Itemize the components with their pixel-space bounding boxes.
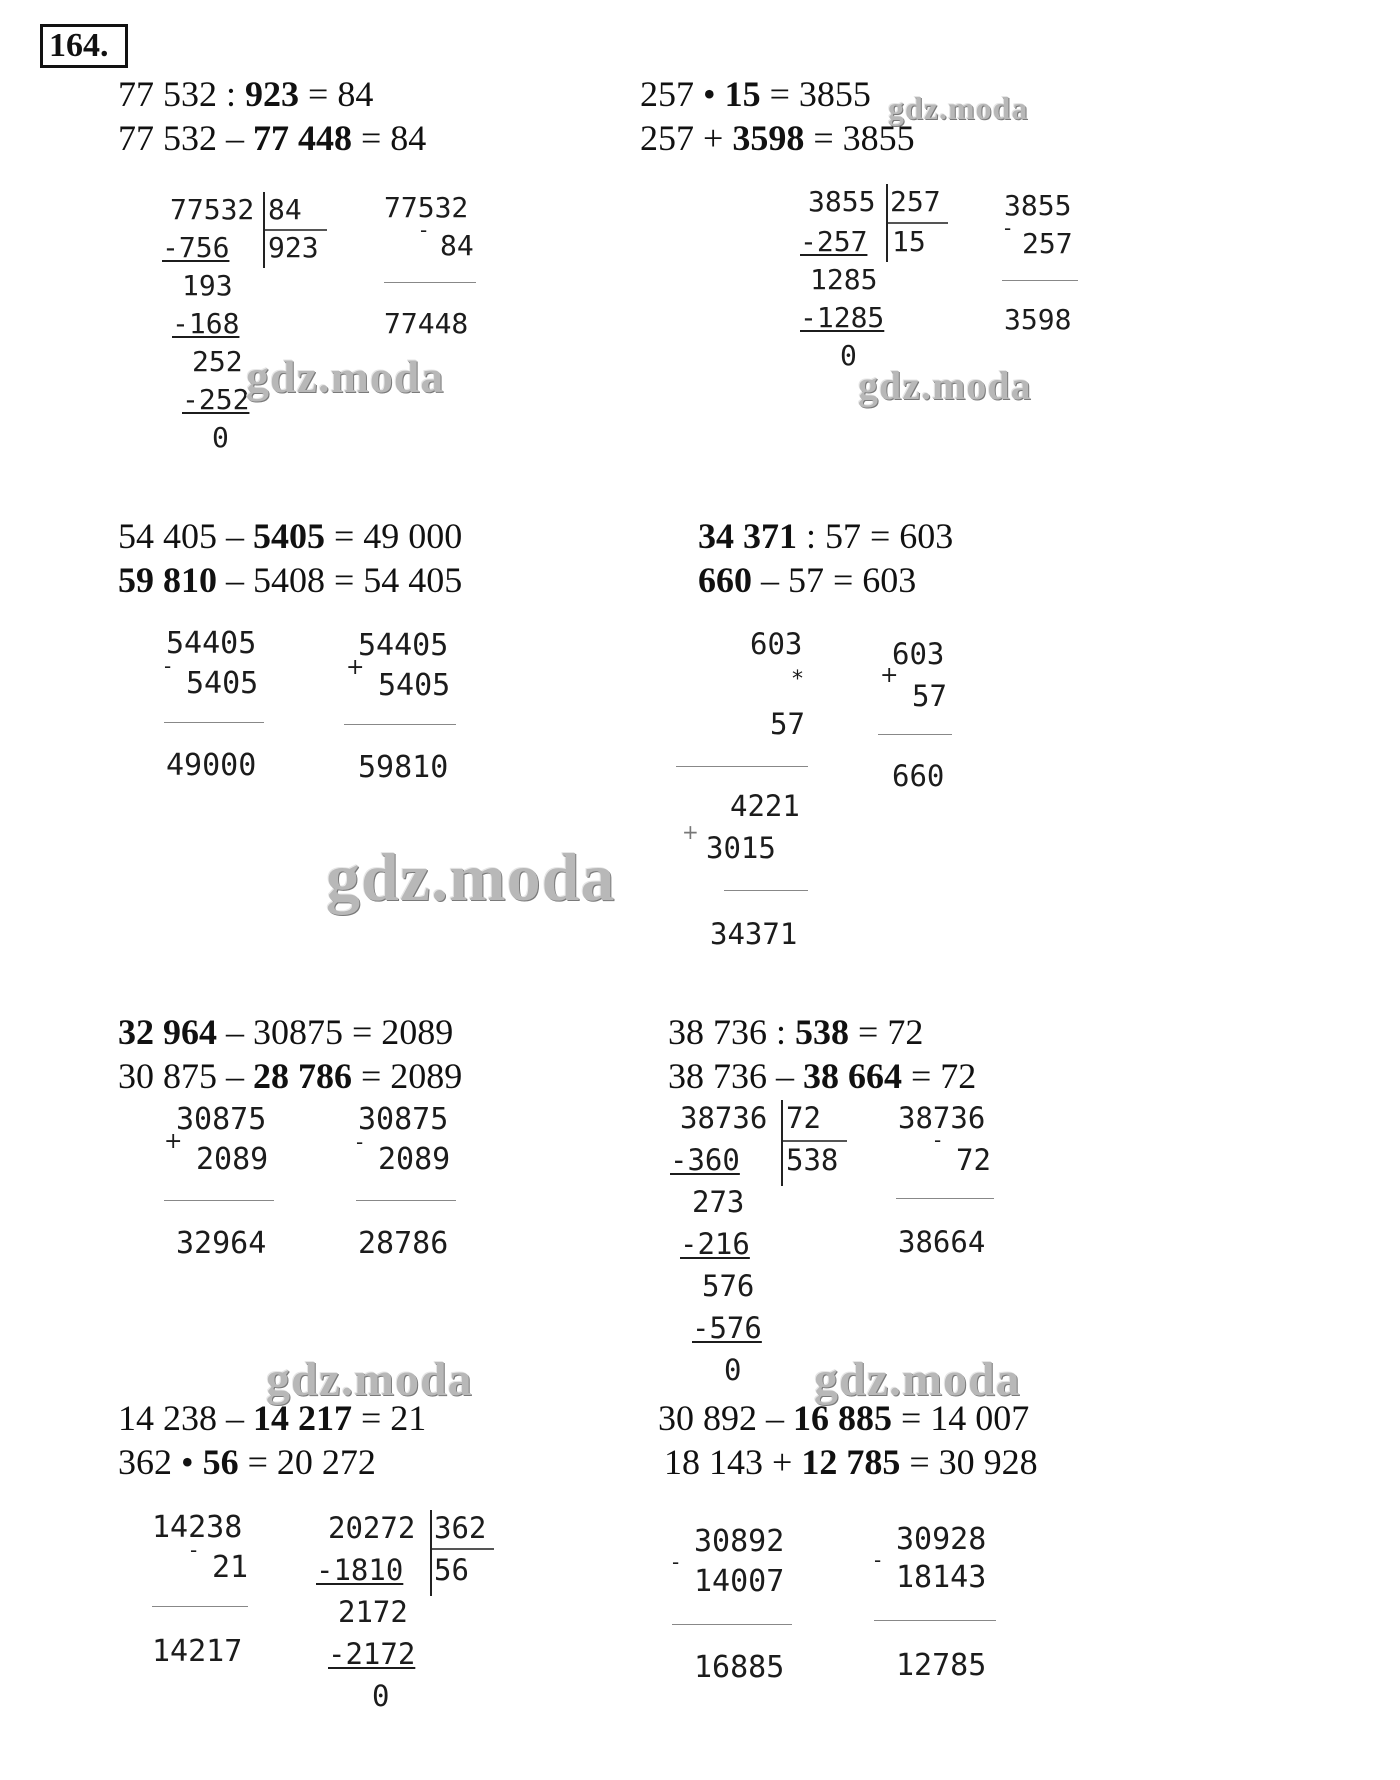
minuend: 30928 bbox=[896, 1522, 987, 1557]
equation: 77 532 : 923 = 84 bbox=[118, 74, 374, 114]
watermark: gdz.moda bbox=[888, 90, 1029, 126]
division-step: 576 bbox=[702, 1269, 755, 1303]
minus-sign: - bbox=[672, 1550, 680, 1574]
minuend: 30875 bbox=[358, 1102, 449, 1137]
difference: 14217 bbox=[152, 1634, 243, 1669]
division-step: 0 bbox=[840, 339, 857, 372]
division-step: -1285 bbox=[800, 301, 885, 334]
division-step: 0 bbox=[372, 1679, 390, 1713]
plus-sign: + bbox=[880, 663, 899, 688]
division-step: -257 bbox=[800, 225, 868, 258]
division-step: 2172 bbox=[338, 1595, 408, 1629]
addend: 54405 bbox=[358, 628, 449, 663]
minus-sign: - bbox=[164, 654, 172, 678]
equation: 660 – 57 = 603 bbox=[698, 560, 917, 600]
multiplier: 57 bbox=[770, 707, 805, 741]
division-step: -2172 bbox=[328, 1637, 416, 1671]
equation: 34 371 : 57 = 603 bbox=[698, 516, 954, 556]
watermark: gdz.moda bbox=[858, 363, 1032, 408]
watermark: gdz.moda bbox=[326, 839, 616, 915]
watermark: gdz.moda bbox=[814, 1353, 1021, 1406]
division-step: 193 bbox=[182, 269, 233, 302]
multiplicand: 603 bbox=[750, 627, 803, 661]
division-step: -360 bbox=[670, 1143, 740, 1177]
partial-product: 3015 bbox=[706, 831, 776, 865]
partial-product: 4221 bbox=[730, 789, 800, 823]
subtrahend: 14007 bbox=[694, 1564, 785, 1599]
difference: 49000 bbox=[166, 748, 257, 783]
equation: 38 736 : 538 = 72 bbox=[668, 1012, 924, 1052]
division-step: 252 bbox=[192, 345, 243, 378]
sum: 660 bbox=[892, 759, 945, 793]
equation: 30 875 – 28 786 = 2089 bbox=[118, 1056, 463, 1096]
equation: 38 736 – 38 664 = 72 bbox=[668, 1056, 977, 1096]
dividend: 20272 bbox=[328, 1511, 416, 1545]
addend: 57 bbox=[912, 679, 947, 713]
equation: 32 964 – 30875 = 2089 bbox=[118, 1012, 454, 1052]
minuend: 38736 bbox=[898, 1101, 986, 1135]
subtrahend: 257 bbox=[1022, 227, 1073, 260]
quotient: 538 bbox=[786, 1143, 839, 1177]
minus-sign: - bbox=[190, 1538, 198, 1562]
dividend: 77532 bbox=[170, 193, 255, 226]
minus-sign: - bbox=[420, 218, 428, 242]
product: 34371 bbox=[710, 917, 798, 951]
equation: 59 810 – 5408 = 54 405 bbox=[118, 560, 463, 600]
watermark: gdz.moda bbox=[246, 351, 445, 402]
divisor: 84 bbox=[268, 193, 302, 226]
subtrahend: 21 bbox=[212, 1550, 249, 1585]
dividend: 38736 bbox=[680, 1101, 768, 1135]
division-step: -168 bbox=[172, 307, 240, 340]
problem-number: 164. bbox=[40, 24, 128, 68]
addend: 5405 bbox=[378, 668, 451, 703]
equation: 257 • 15 = 3855 bbox=[640, 74, 871, 114]
difference: 3598 bbox=[1004, 303, 1072, 336]
addend: 603 bbox=[892, 637, 945, 671]
minuend: 3855 bbox=[1004, 189, 1072, 222]
equation: 257 + 3598 = 3855 bbox=[640, 118, 915, 158]
quotient: 15 bbox=[892, 225, 926, 258]
sum: 59810 bbox=[358, 750, 449, 785]
difference: 38664 bbox=[898, 1225, 986, 1259]
multiply-sign: * bbox=[792, 667, 803, 692]
plus-sign: + bbox=[164, 1129, 183, 1154]
equation: 54 405 – 5405 = 49 000 bbox=[118, 516, 463, 556]
watermark: gdz.moda bbox=[266, 1353, 473, 1406]
divisor: 257 bbox=[890, 185, 941, 218]
difference: 28786 bbox=[358, 1226, 449, 1261]
minuend: 14238 bbox=[152, 1510, 243, 1545]
division-step: -1810 bbox=[316, 1553, 404, 1587]
division-step: -756 bbox=[162, 231, 230, 264]
division-step: 0 bbox=[724, 1353, 742, 1387]
divisor: 72 bbox=[786, 1101, 821, 1135]
minus-sign: - bbox=[356, 1130, 364, 1154]
subtrahend: 18143 bbox=[896, 1560, 987, 1595]
division-step: 1285 bbox=[810, 263, 878, 296]
minuend: 77532 bbox=[384, 191, 469, 224]
division-step: 0 bbox=[212, 421, 229, 454]
plus-sign: + bbox=[346, 655, 365, 680]
subtrahend: 72 bbox=[956, 1143, 991, 1177]
equation: 362 • 56 = 20 272 bbox=[118, 1442, 376, 1482]
addend: 2089 bbox=[196, 1142, 269, 1177]
quotient: 923 bbox=[268, 231, 319, 264]
equation: 14 238 – 14 217 = 21 bbox=[118, 1398, 427, 1438]
equation: 30 892 – 16 885 = 14 007 bbox=[658, 1398, 1030, 1438]
subtrahend: 84 bbox=[440, 229, 474, 262]
difference: 16885 bbox=[694, 1650, 785, 1685]
minus-sign: - bbox=[934, 1128, 942, 1152]
subtrahend: 5405 bbox=[186, 666, 259, 701]
division-step: 273 bbox=[692, 1185, 745, 1219]
plus-sign: + bbox=[682, 820, 699, 844]
minuend: 54405 bbox=[166, 626, 257, 661]
division-step: -252 bbox=[182, 383, 250, 416]
subtrahend: 2089 bbox=[378, 1142, 451, 1177]
division-step: -576 bbox=[692, 1311, 762, 1345]
difference: 12785 bbox=[896, 1648, 987, 1683]
addend: 30875 bbox=[176, 1102, 267, 1137]
equation: 77 532 – 77 448 = 84 bbox=[118, 118, 427, 158]
minuend: 30892 bbox=[694, 1524, 785, 1559]
difference: 77448 bbox=[384, 307, 469, 340]
quotient: 56 bbox=[434, 1553, 469, 1587]
equation: 18 143 + 12 785 = 30 928 bbox=[664, 1442, 1038, 1482]
sum: 32964 bbox=[176, 1226, 267, 1261]
dividend: 3855 bbox=[808, 185, 876, 218]
minus-sign: - bbox=[1004, 216, 1012, 240]
division-step: -216 bbox=[680, 1227, 750, 1261]
minus-sign: - bbox=[874, 1548, 882, 1572]
divisor: 362 bbox=[434, 1511, 487, 1545]
